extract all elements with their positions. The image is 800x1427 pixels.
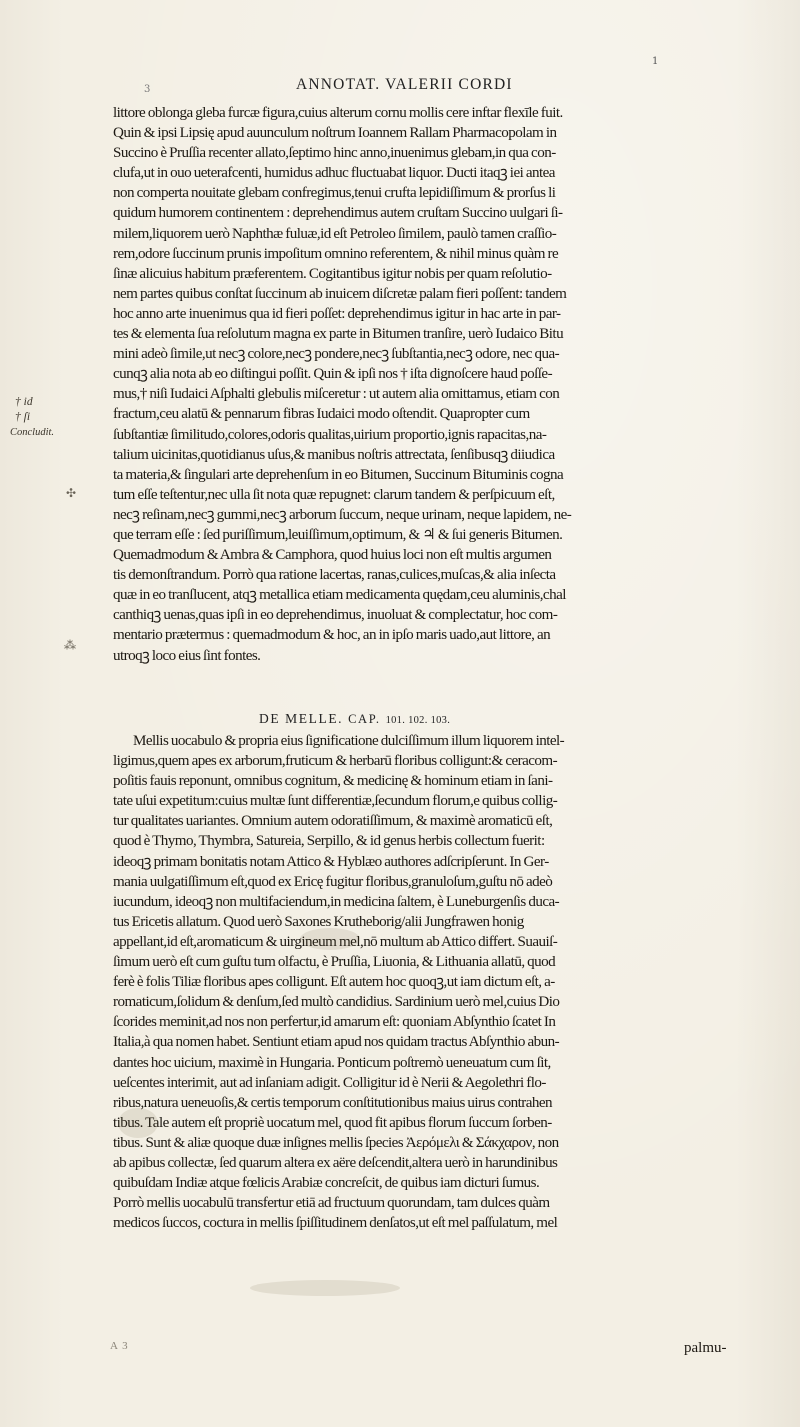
chapter-heading — [259, 711, 450, 727]
chapter-label: CAP. — [348, 712, 381, 726]
text-line: mus,† niſi Iudaici Aſphalti glebulis miſceretur : ut autem alia omittamus, etiam con — [113, 386, 560, 403]
text-line: tibus. Sunt & aliæ quoque duæ inſignes mellis ſpecies Ἀερόμελι & Σάκχαρον, non — [113, 1134, 559, 1151]
text-line: dantes hoc uicium, maximè in Hungaria. Ponticum poſtremò ueneuatum cum ſit, — [113, 1054, 551, 1071]
text-line: clufa,ut in ouo ueterafcenti, humidus adhuc fluctuabat liquor. Ducti itaqꝫ iei antea — [113, 165, 555, 182]
text-line: tur qualitates uariantes. Omnium autem odoratiſſimum, & maximè aromaticū eſt, — [113, 813, 553, 830]
text-line: mania uulgatiſſimum eſt,quod ex Ericę fugitur floribus,granuloſum,guſtu nō adeò — [113, 873, 553, 890]
text-line: quæ in eo tranſlucent, atqꝫ metallica etiam medicamenta quędam,ceu aluminis,chal — [113, 587, 566, 604]
text-line: non comperta nouitate glebam confregimus,tenui crufta lepidiſſimum & prorſus li — [113, 185, 556, 202]
ink-stain — [118, 1108, 158, 1138]
text-line: necꝫ reſinam,necꝫ gummi,necꝫ arborum ſuccum, neque urinam, neque lapidem, ne- — [113, 506, 572, 523]
ornament-mark: ✣ — [66, 486, 77, 500]
margin-note: Concludit. — [10, 427, 55, 438]
text-line: Quemadmodum & Ambra & Camphora, quod huius loci non eſt multis argumen — [113, 547, 552, 564]
running-head: ANNOTAT. VALERII CORDI — [296, 76, 513, 93]
text-line: Succino è Pruſſia recenter allato,ſeptimo hinc anno,inuenimus glebam,in qua con- — [113, 145, 556, 162]
text-line: ab apibus collectæ, ſed quarum altera ex aëre deſcendit,altera uerò in harundinibus — [113, 1154, 558, 1171]
text-line: ueſcentes interimit, aut ad inſaniam adigit. Colligitur id è Nerii & Aegolethri flo- — [113, 1074, 546, 1091]
chapter-refs: 101. 102. 103. — [385, 715, 451, 726]
text-line: mentario prætermus : quemadmodum & hoc, an in ipſo maris uado,aut littore, an — [113, 627, 551, 644]
text-line: tes & elementa ſua reſolutum magna ex parte in Bitumen tranſire, uerò Iudaico Bitu — [113, 326, 564, 343]
chapter-text — [113, 731, 745, 1233]
text-line: littore oblonga gleba furcæ figura,cuius alterum cornu mollis cere inftar flexīle fuit. — [113, 105, 563, 121]
catchword: palmu- — [684, 1340, 727, 1356]
margin-note: † id — [15, 396, 33, 408]
text-line: ferè è folis Tiliæ floribus apes colligunt. Eſt autem hoc quoqꝫ,ut iam dictum eſt, a- — [113, 974, 555, 991]
text-line: Porrò mellis uocabulū transfertur etiā ad fructuum quorundam, tam dulces quàm — [113, 1195, 550, 1212]
text-line: mini adeò ſimile,ut necꝫ colore,necꝫ pondere,necꝫ ſubſtantia,necꝫ odore, nec qua- — [113, 346, 560, 363]
text-line: utroqꝫ loco eius ſint fontes. — [113, 647, 261, 664]
text-line: ſubſtantiæ ſimilitudo,colores,odoris qualitas,uirium proportio,ignis rapacitas,na- — [113, 426, 547, 443]
text-line: ſinæ alicuius habitum præferentem. Cogitantibus igitur nobis per quam reſolutio- — [113, 265, 552, 282]
text-line: appellant,id eſt,aromaticum & uirgineum mel,nō multum ab Attico differt. Suauiſ- — [113, 933, 558, 950]
text-line: tum eſſe teſtentur,nec ulla ſit nota quæ repugnet: clarum tandem & perſpicuum eſt, — [113, 486, 555, 503]
text-line: tate uſui expetitum:cuius multæ ſunt differentiæ,ſecundum florum,e quibus collig- — [113, 793, 558, 810]
text-line: tis demonſtrandum. Porrò qua ratione lacertas, ranas,culices,muſcas,& alia inſecta — [113, 567, 556, 584]
text-line: quidum humorem continentem : deprehendimus autem cruſtam Succino uulgari ſi- — [113, 205, 563, 222]
signature-mark: A 3 — [110, 1340, 129, 1352]
text-line: quibuſdam Indiæ atque fœlicis Arabiæ concreſcit, de quibus iam dicturi ſumus. — [113, 1175, 540, 1192]
margin-note: † ſi — [15, 411, 31, 423]
text-line: Mellis uocabulo & propria eius ſignificatione dulciſſimum illum liquorem intel- — [133, 733, 565, 749]
text-line: ligimus,quem apes ex arborum,fruticum & herbarū floribus colligunt:& ceracom- — [113, 753, 558, 770]
text-line: nem partes quibus conſtat ſuccinum ab inuicem diſcretæ palam fieri poſſent: tandem — [113, 285, 567, 302]
annotation-text — [113, 103, 745, 666]
top-mark: 1 — [652, 56, 659, 67]
text-line: iucundum, ideoqꝫ non multifaciendum,in medicina ſaltem, è Luneburgenſis duca- — [113, 893, 560, 910]
text-line: que terram eſſe : ſed puriſſimum,leuiſſimum,optimum, & ♃ & ſui generis Bitumen. — [113, 526, 563, 543]
text-line: milem,liquorem uerò Naphthæ fuluæ,id eſt Petroleo ſimilem, paulò tamen craſſio- — [113, 225, 557, 242]
text-line: ſcorides meminit,ad nos non perfertur,id amarum eſt: quoniam Abſynthio ſcatet In — [113, 1014, 556, 1031]
text-line: Italia,à qua nomen habet. Sentiunt etiam apud nos quidam tractus Abſynthio abun- — [113, 1034, 560, 1051]
text-line: ſimum uerò eſt cum guſtu tum olfactu, è Pruſſia, Liuonia, & Lithuania allatū, quod — [113, 954, 556, 971]
text-line: ribus,natura ueneuoſis,& certis temporum conſtitutionibus maius uirus contrahen — [113, 1094, 553, 1111]
text-line: Quin & ipsi Lipsię apud auunculum noſtrum Ioannem Rallam Pharmacopolam in — [113, 125, 557, 142]
text-line: medicos ſuccos, coctura in mellis ſpiſſitudinem denſatos,ut eſt mel paſſulatum, mel — [113, 1215, 558, 1232]
ornament-mark: ⁂ — [64, 638, 76, 652]
text-line: ideoqꝫ primam bonitatis notam Attico & Hyblæo authores adſcripſerunt. In Ger- — [113, 853, 549, 870]
text-line: tus Ericetis allatum. Quod uerò Saxones Krutheborig/alii Jungfrawen honig — [113, 913, 524, 930]
text-line: fractum,ceu alatū & pennarum fibras Iudaici modo oſtendit. Quapropter cum — [113, 406, 530, 423]
text-line: tibus. Tale autem eſt propriè uocatum mel, quod fit apibus florum ſuccum ſorben- — [113, 1114, 552, 1131]
corner-mark: 3 — [144, 84, 151, 95]
text-line: hoc anno arte inuenimus qua id fieri poſſet: deprehendimus igitur in hac arte in par- — [113, 305, 561, 322]
text-line: canthiqꝫ uenas,quas ipſi in eo deprehendimus, inuoluat & complectatur, hoc com- — [113, 607, 558, 624]
text-line: ta materia,& ſingulari arte deprehenſum in eo Bitumen, Succinum Bituminis cogna — [113, 466, 564, 483]
text-line: talium uicinitas,quotidianus uſus,& manibus noſtris attrectata, ſenſibusqꝫ diiudica — [113, 446, 555, 463]
text-line: poſitis fauis reponunt, omnibus cognitum, & medicinę & hominum etiam in ſani- — [113, 773, 553, 790]
text-line: rem,odore ſuccinum prunis impoſitum omnino referentem, & nihil minus quàm re — [113, 245, 559, 262]
chapter-title: DE MELLE. — [259, 711, 344, 726]
text-line: cunqꝫ alia nota ab eo diſtingui poſſit. Quin & ipſi nos † iſta dignoſcere haud poſſe- — [113, 366, 553, 383]
text-line: quod è Thymo, Thymbra, Satureia, Serpillo, & id genus herbis collectum fuerit: — [113, 833, 545, 850]
text-line: romaticum,ſolidum & denſum,ſed multò candidius. Sardinium uerò mel,cuius Dio — [113, 994, 560, 1011]
ink-stain — [300, 928, 360, 950]
ink-stain — [250, 1280, 400, 1296]
